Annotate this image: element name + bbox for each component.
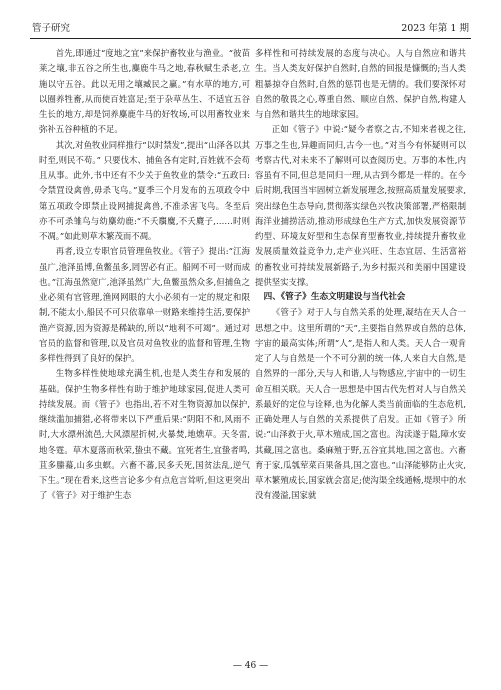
page-number: — 46 —: [232, 661, 269, 671]
paragraph: 《管子》对于人与自然关系的处理,凝结在天人合一思想之中。这里所谓的“天”,主要指自然界或自然的总体,宇宙的最高实体;所谓“人”,是指人和人类。天人合一观肯定了人与自然是一个不可分割的统一体,人来自大自然,是自然界的一部分,天与人和谐,人与物感应,宇宙中的一切生命互相关联。天人合一思想是中国古代先哲对人与自然关系最好的定位与诠释,也为化解人类当前面临的生态危机,正确处理人与自然的关系提供了启发。正如《管子》所说:“山泽救于火,草木殖成,国之富也。沟渎遂于隘,障水安其藏,国之富也。桑麻殖于野,五谷宜其地,国之富也。六畜育于家,瓜瓠荤菜百果备具,国之富也。”山泽能够防止火灾,草木繁殖成长,国家就会富足;使沟渠全线通畅,堤坝中的水没有漫溢,国家就: [255, 307, 466, 501]
paragraph: 其次,对鱼牧业同样推行“以时禁发”,提出“山泽各以其时至,则民不苟。” 只要伐木、捕鱼各有定时,百姓就不会苟且从事。此外,书中还有不少关于鱼牧业的禁令:“五政曰:令禁罝设禽兽,毋杀飞鸟。”夏季三个月发布的五项政令中第五项政令即禁止设网捕捉禽兽,不准杀害飞鸟。冬至后亦不可杀雏鸟与幼麋幼鹿:“不夭麛麌,不夭麑子,……时则不凋。”如此则草木繁茂而不凋。: [39, 139, 250, 241]
journal-name: 管子研究: [32, 23, 71, 34]
paragraph: 再者,设立专职官员管理鱼牧业。《管子》提出:“江海虽广,池泽虽博,鱼鳖虽多,罔罟必有正。船网不可一财而成也。”江海虽然宽广,池泽虽然广大,鱼鳖虽然众多,但捕鱼之业必须有官管理,渔网网眼的大小必须有一定的规定和限制,不能太小,船民不可只依靠单一财路来维持生活,要保护渔产资源,因为资源是稀缺的,所以“地利不可竭”。通过对官员的监督和管理,以及官员对鱼牧业的监督和管理,生物多样性得到了良好的保护。: [39, 246, 250, 363]
running-header: [30, 22, 471, 36]
section-heading: 四、《管子》生态文明建设与当代社会: [263, 292, 406, 302]
paragraph: 首先,即通过“度地之宜”来保护畜牧业与渔业。“彼苗莱之壤,非五谷之所生也,麋鹿牛马之地,春秋赋生杀老,立施以守五谷。此以无用之壤臧民之赢。”有水草的地方,可以圈养牲畜,从而使百姓富足;至于杂草丛生、不适宜五谷生长的地方,却是饲养麋鹿牛马的好牧场,可以用畜牧业来弥补五谷种植的不足。: [39, 48, 250, 135]
paragraph: 生物多样性使地球充满生机,也是人类生存和发展的基础。保护生物多样性有助于维护地球家园,促进人类可持续发展。而《管子》也指出,若不对生物资源加以保护,继续滥加捕猎,必将带来以下严重后果:“阴阳不和,风雨不时,大水漂州流邑,大风漂屋折树,火暴焚,地燋草。天冬雷,地冬霆。草木夏落而秋荣,蛰虫不藏。宜死者生,宜蛰者鸣,苴多螣蟇,山多虫螟。六畜不蕃,民多夭死,国贫法乱,逆气下生。”现在看来,这些言论多少有点危言耸听,但这更突出了《管子》对于维护生态: [39, 368, 250, 501]
paragraph: 正如《管子》中说:“疑今者察之古,不知来者视之往,万事之生也,异趣而同归,古今一也。”对当今有怀疑则可以考察古代,对未来不了解则可以查阅历史。万事的本性,内容虽有不同,但总是同归一理,从古到今都是一样的。在今后时期,我国当牢固树立新发展理念,按照高质量发展要求,突出绿色生态导向,贯彻落实绿色兴牧决策部署,严格限制海洋业捕捞活动,推动形成绿色生产方式,加快发展资源节约型、环境友好型和生态保育型畜牧业,持续提升畜牧业发展质量效益竞争力,走产业兴旺、生态宜居、生活富裕的畜牧业可持续发展新路子,为乡村振兴和美丽中国建设提供坚实支撑。: [255, 124, 466, 287]
paragraph: 多样性和可持续发展的态度与决心。人与自然应和谐共生。当人类友好保护自然时,自然的回报是慷慨的;当人类粗暴掠夺自然时,自然的惩罚也是无情的。我们要深怀对自然的敬畏之心,尊重自然、顺应自然、保护自然,构建人与自然和谐共生的地球家园。: [255, 48, 466, 119]
header-rule: [30, 38, 471, 39]
left-column: [39, 46, 250, 504]
right-column: [255, 46, 466, 504]
issue-number: 2023 年第 1 期: [401, 23, 469, 34]
